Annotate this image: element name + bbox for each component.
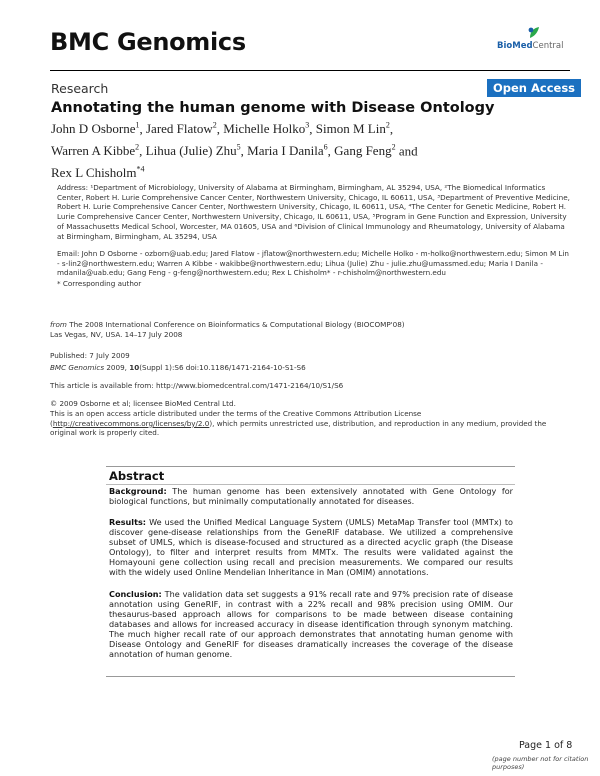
author-emails[interactable]: Email: John D Osborne - ozborn@uab.edu; Jared Flatow - jflatow@northwestern.edu; Michelle Holko - m-holko@northwestern.edu; Simon M Lin - s-lin2@northwestern.edu; Warren A Kibbe - wakibbe@northwestern.edu; Lihua (Julie) Zhu - julie.zhu@umassmed.edu; Maria I Danila - mdanila@uab.edu; Gang Feng - g-feng@northwestern.edu; Rex L Chisholm* - r-chisholm@northwestern.edu	[57, 249, 569, 278]
abstract-results: Results: We used the Unified Medical Language System (UMLS) MetaMap Transfer tool (MMTx) to discover gene-disease relationships from the GeneRIF database. We utilized a comprehensive subset of UMLS, which is disease-focused and structured as a directed acyclic graph (the Disease Ontology), to filter and interpret results from MMTx. The results were validated against the Homayouni gene collection using recall and precision measurements. We compared our results with the widely used Online Mendelian Inheritance in Man (OMIM) annotations.	[109, 517, 513, 577]
author[interactable]: Michelle Holko$^3$	[223, 121, 310, 137]
header-divider	[50, 70, 570, 71]
author[interactable]: Simon M Lin$^2$	[315, 121, 390, 137]
author[interactable]: Lihua (Julie) Zhu$^5$	[145, 142, 241, 159]
abstract-heading-rule	[106, 484, 515, 485]
abstract-top-rule	[106, 466, 515, 467]
journal-title: BMC Genomics	[50, 28, 246, 56]
article-section: Research	[51, 81, 109, 96]
abstract-background: Background: The human genome has been extensively annotated with Gene Ontology for biological functions, but minimally computationally annotated for diseases.	[109, 486, 513, 506]
citation: BMC Genomics 2009, 10(Suppl 1):S6 doi:10.1186/1471-2164-10-S1-S6	[50, 363, 306, 372]
copyright: © 2009 Osborne et al; licensee BioMed Central Ltd.	[50, 399, 236, 408]
biomed-central-mark-icon	[527, 26, 541, 40]
author[interactable]: Rex L Chisholm$^{*4}$	[51, 164, 145, 180]
page-number-note: (page number not for citation purposes)	[492, 755, 589, 771]
biomed-central-logo[interactable]	[497, 26, 567, 54]
author[interactable]: John D Osborne$^1$	[51, 121, 140, 137]
published-date: Published: 7 July 2009	[50, 351, 130, 360]
biomed-central-wordmark: BioMedCentral	[497, 41, 564, 51]
author-addresses: Address: ¹Department of Microbiology, University of Alabama at Birmingham, Birmingham, AL 35294, USA, ²The Biomedical Informatics Center, Robert H. Lurie Comprehensive Cancer Center, Northwestern University, Chicago, IL 60611, USA, ³Department of Preventive Medicine, Robert H. Lurie Comprehensive Cancer Center, Northwestern University, Chicago, IL 60611, USA, ⁴The Center for Genetic Medicine, Robert H. Lurie Comprehensive Cancer Center, Northwestern University, Chicago, IL 60611, USA, ⁵Program in Gene Function and Expression, University of Massachusetts Medical School, Worcester, MA 01605, USA and ⁶Division of Clinical Immunology and Rheumatology, University of Alabama at Birmingham, Birmingham, AL 35294, USA	[57, 183, 570, 241]
abstract-conclusion: Conclusion: The validation data set suggests a 91% recall rate and 97% precision rate of disease annotation using GeneRIF, in contrast with a 22% recall and 98% precision using OMIM. Our thesaurus-based approach allows for comparisons to be made between disease containing databases and allows for increased accuracy in disease identification through synonym matching. The much higher recall rate of our approach demonstrates that annotating human genome with Disease Ontology and GeneRIF for diseases dramatically increases the coverage of the disease annotation of human genome.	[109, 589, 513, 659]
author[interactable]: Maria I Danila$^6$	[247, 142, 328, 159]
article-title: Annotating the human genome with Disease Ontology	[51, 100, 495, 116]
author[interactable]: Jared Flatow$^2$	[146, 121, 217, 137]
page-number: Page 1 of 8	[519, 740, 573, 751]
license-statement: This is an open access article distributed under the terms of the Creative Commons Attribution License (http://creativecommons.org/licenses/by/2.0), which permits unrestricted use, distribution, and reproduction in any medium, provided the original work is properly cited.	[50, 409, 547, 438]
conference-source: from The 2008 International Conference on Bioinformatics & Computational Biology (BIOCOMP'08) Las Vegas, NV, USA. 14–17 July 2008	[50, 320, 405, 339]
author[interactable]: Gang Feng$^2$	[334, 142, 396, 159]
corresponding-author-note: * Corresponding author	[57, 279, 142, 288]
abstract-bottom-rule	[106, 676, 515, 677]
author[interactable]: Warren A Kibbe$^2$	[51, 142, 140, 159]
article-url[interactable]: This article is available from: http://www.biomedcentral.com/1471-2164/10/S1/S6	[50, 381, 344, 390]
author-list: John D Osborne$^1$, Jared Flatow$^2$, Michelle Holko$^3$, Simon M Lin$^2$, Warren A Kibbe$^2$, Lihua (Julie) Zhu$^5$, Maria I Danila$^6$, Gang Feng$^2$ and Rex L Chisholm$^{*4}$	[51, 121, 418, 180]
license-link[interactable]: http://creativecommons.org/licenses/by/2.0	[52, 418, 210, 428]
open-access-badge: Open Access	[487, 79, 581, 97]
abstract-heading: Abstract	[109, 469, 165, 483]
